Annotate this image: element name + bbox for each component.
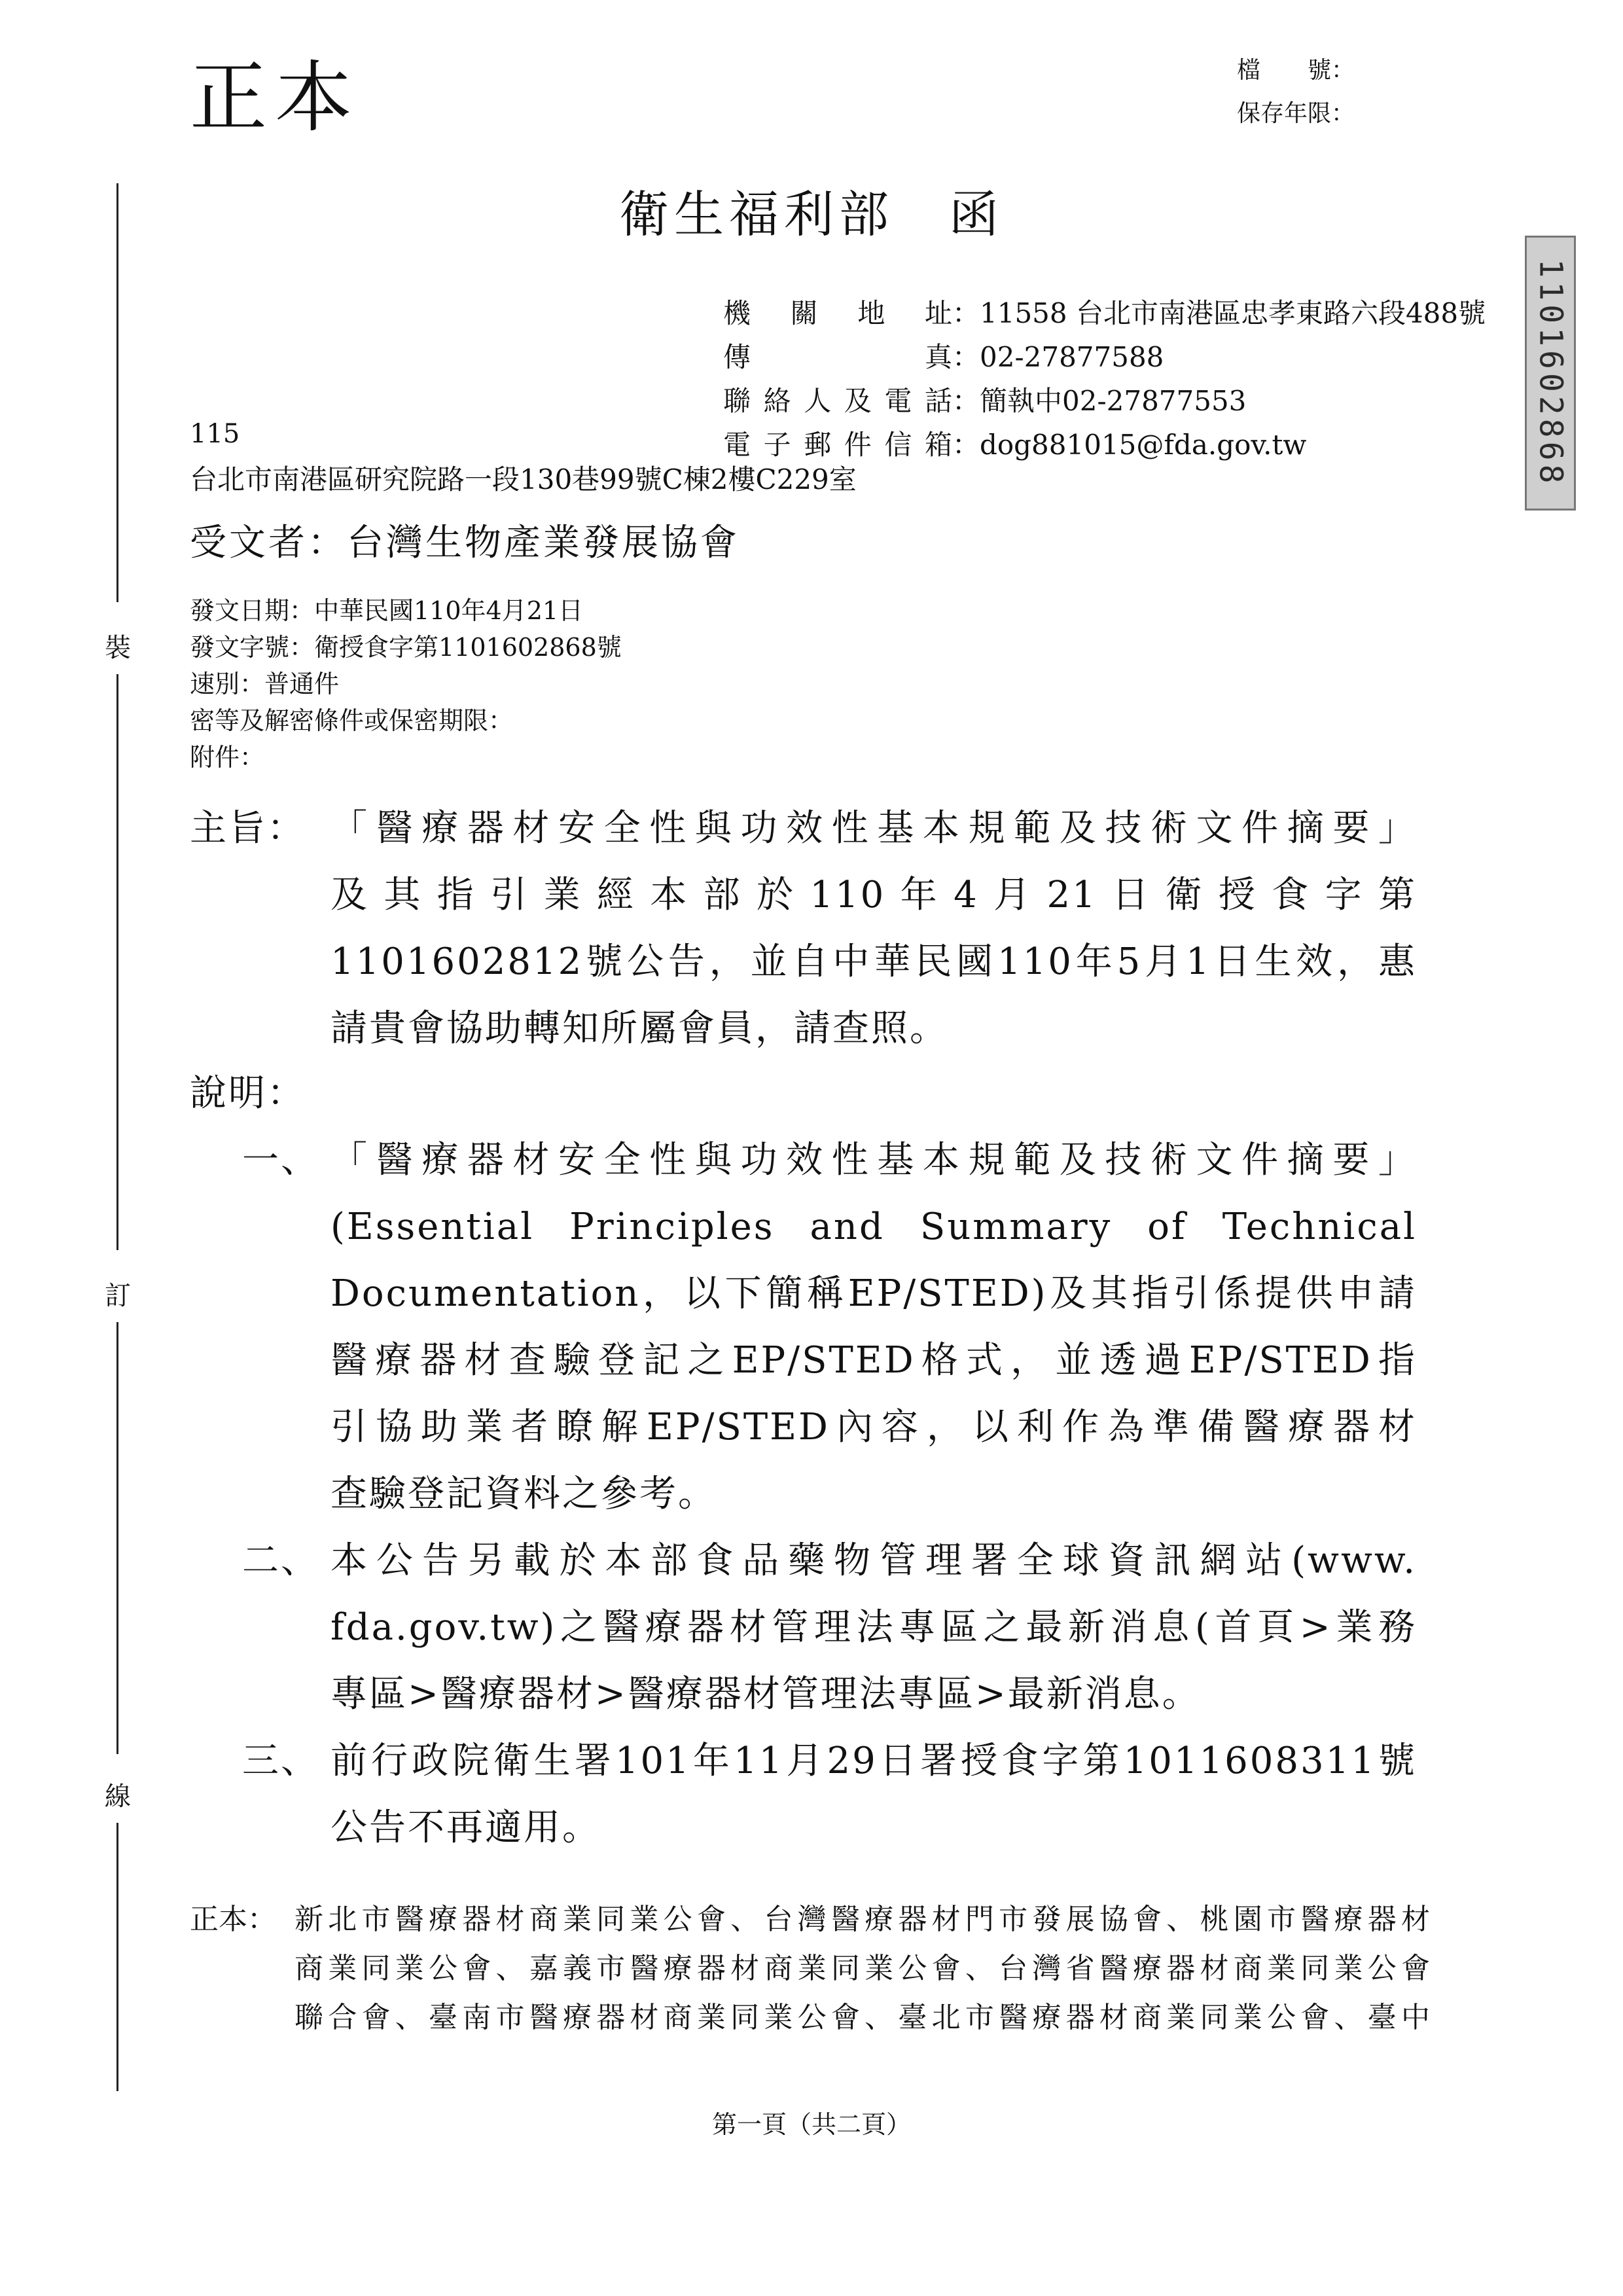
subject-line: 請貴會協助轉知所屬會員，請查照。 [330,1007,948,1050]
binding-mark-bind: 裝 [101,635,135,661]
postal-code: 115 [190,419,240,449]
document-meta [190,592,622,776]
item-line: fda.gov.tw)之醫療器材管理法專區之最新消息(首頁>業務 [330,1606,1417,1649]
recipient-address: 台北市南港區研究院路一段130巷99號C棟2樓C229室 [190,463,857,495]
binding-line-segment [116,1823,118,2091]
sender-email-value: ：dog881015@fda.gov.tw [952,429,1307,461]
explanation-label: 說明： [190,1072,306,1115]
item-line: (Essential Principles and Summary of Technical [330,1206,1417,1248]
cc-line: 新北市醫療器材商業同業公會、台灣醫療器材門市發展協會、桃園市醫療器材 [294,1903,1430,1936]
cc-line: 商業同業公會、嘉義市醫療器材商業同業公會、台灣省醫療器材商業同業公會 [294,1952,1430,1985]
subject-line: 及其指引業經本部於110年4月21日衛授食字第 [330,874,1417,916]
item-line: 引協助業者瞭解EP/STED內容，以利作為準備醫療器材 [330,1406,1417,1448]
secrecy-level: 密等及解密條件或保密期限： [190,706,514,735]
binding-line-segment [116,674,118,1250]
sender-contact-label: 聯絡人及電話 [723,385,952,417]
subject-line: 「醫療器材安全性與功效性基本規範及技術文件摘要」 [330,807,1417,850]
sender-fax-label: 傳 真 [723,341,952,373]
receipt-number: 1101602868 [1532,259,1569,488]
item-number: 三、 [242,1740,319,1782]
item-line: 查驗登記資料之參考。 [330,1473,717,1515]
sender-email-label: 電子郵件信箱 [723,429,952,461]
item-line: Documentation，以下簡稱EP/STED)及其指引係提供申請 [330,1272,1417,1315]
sender-fax-row [723,335,1486,379]
subject-text [330,795,1417,1062]
sender-address-row [723,291,1486,335]
sender-contact-value: ：簡執中02-27877553 [952,385,1247,417]
binding-line [98,183,137,2094]
binding-line-segment [116,1322,118,1754]
recipient-name: 受文者：台灣生物產業發展協會 [190,522,740,564]
retention-label: 保存年限： [1237,100,1355,127]
delivery-speed: 速別：普通件 [190,670,340,698]
cc-line: 聯合會、臺南市醫療器材商業同業公會、臺北市醫療器材商業同業公會、臺中 [294,2001,1430,2034]
explanation-item-3 [330,1728,1417,1861]
item-line: 前行政院衛生署101年11月29日署授食字第1011608311號 [330,1740,1417,1782]
sender-contact-row [723,379,1486,423]
sender-address-label: 機關地址 [723,297,952,329]
retention-row [1237,92,1355,135]
sender-fax-value: ：02-27877588 [952,341,1164,373]
item-line: 專區>醫療器材>醫療器材管理法專區>最新消息。 [330,1673,1201,1715]
issue-date: 發文日期：中華民國110年4月21日 [190,596,584,625]
item-number: 二、 [242,1539,319,1582]
item-number: 一、 [242,1139,319,1181]
binding-line-segment [116,183,118,602]
attachment: 附件： [190,743,265,772]
file-meta [1237,49,1355,135]
binding-mark-staple: 訂 [101,1283,135,1309]
page-number: 第一頁（共二頁） [711,2110,911,2139]
item-line: 本公告另載於本部食品藥物管理署全球資訊網站(www. [330,1539,1417,1582]
sender-address-value: ：11558 台北市南港區忠孝東路六段488號 [952,297,1486,329]
explanation-item-2 [330,1528,1417,1728]
cc-list [294,1895,1430,2042]
copy-type-stamp: 正本 [190,52,361,143]
binding-mark-line: 線 [101,1784,135,1810]
subject-line: 1101602812號公告，並自中華民國110年5月1日生效，惠 [330,941,1417,983]
file-number-row [1237,49,1355,92]
item-line: 公告不再適用。 [330,1806,601,1849]
cc-label: 正本： [190,1903,276,1936]
file-number-label: 檔 號： [1237,57,1355,84]
document-number: 發文字號：衛授食字第1101602868號 [190,633,622,662]
sender-info [723,291,1486,467]
item-line: 醫療器材查驗登記之EP/STED格式，並透過EP/STED指 [330,1339,1417,1382]
item-line: 「醫療器材安全性與功效性基本規範及技術文件摘要」 [330,1139,1417,1181]
subject-label: 主旨： [190,807,306,850]
receipt-number-stamp [1525,236,1576,511]
explanation-item-1 [330,1127,1417,1528]
document-title: 衛生福利部 函 [619,185,1004,243]
